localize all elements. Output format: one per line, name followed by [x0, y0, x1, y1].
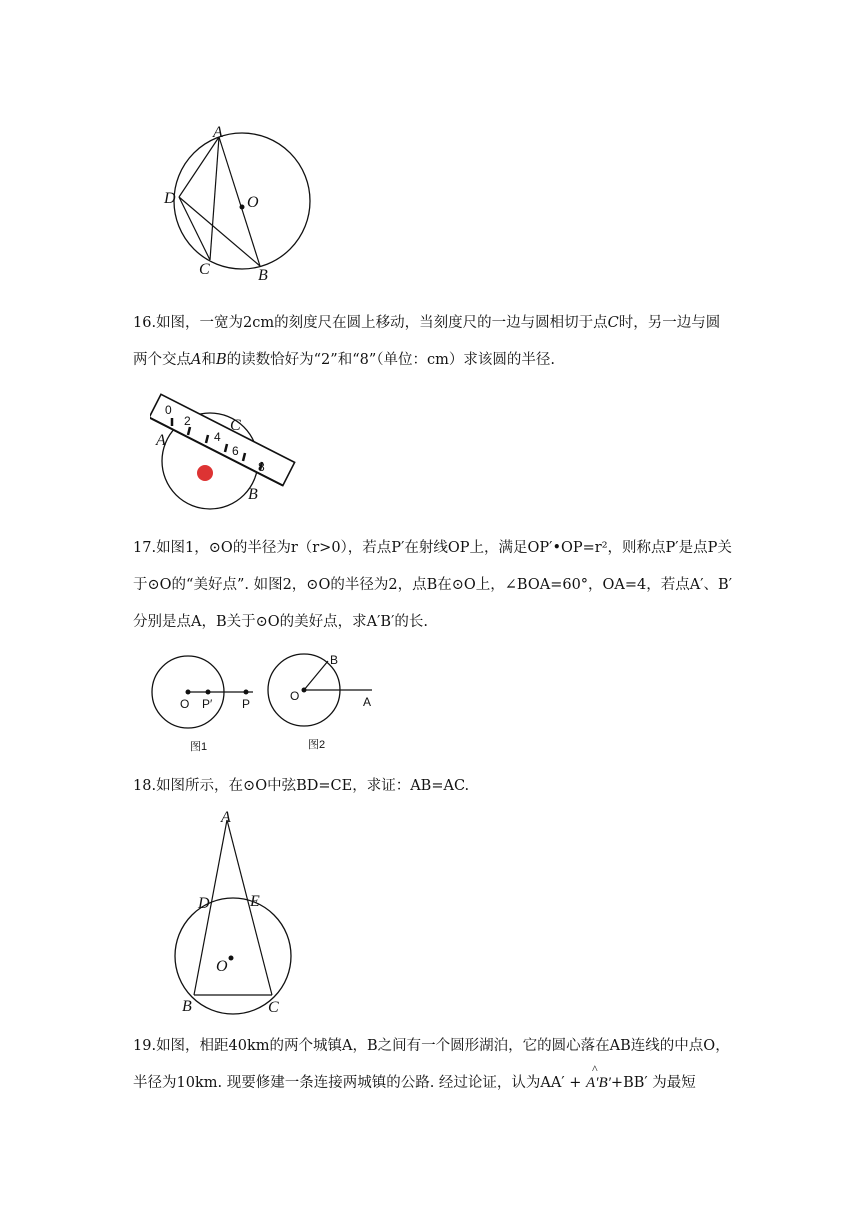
question-16-text-3: 和 [201, 352, 216, 368]
question-number: 17. [133, 540, 157, 556]
figure-15-circle [155, 125, 315, 290]
arc-symbol: ^ A′B′ [586, 1062, 611, 1091]
point-B: B [215, 352, 227, 368]
label-B: B [258, 267, 268, 284]
question-18 [133, 768, 733, 805]
tick-0: 0 [165, 403, 172, 417]
label-D: D [164, 190, 176, 207]
figure-16-ruler-circle [150, 385, 310, 515]
question-17-text: 如图1，⊙O的半径为r（r>0），若点P′在射线OP上，满足OP′•OP=r²，则称点P′是点P关于⊙O的“美好点”. 如图2，⊙O的半径为2，点B在⊙O上，∠BOA=60°，OA=4，若点A′、B′分别是点A，B关于⊙O的美好点，求A′B′的长. [133, 540, 732, 630]
label-D: D [198, 895, 210, 912]
label-B: B [248, 486, 258, 503]
question-number: 16. [133, 315, 157, 331]
caption-fig1: 图1 [190, 741, 208, 753]
label-A: A [221, 809, 231, 826]
question-number: 19. [133, 1038, 157, 1054]
label-O: O [216, 958, 228, 975]
question-16 [133, 305, 733, 379]
tick-2: 2 [184, 414, 191, 428]
label-O: O [180, 697, 190, 711]
figure-17 [150, 650, 390, 760]
label-B: B [182, 998, 192, 1015]
label-C: C [199, 261, 210, 278]
question-18-text: 如图所示，在⊙O中弦BD=CE，求证：AB=AC. [156, 778, 470, 794]
label-E: E [250, 893, 260, 910]
caption-fig2: 图2 [308, 739, 326, 751]
point-A: A [191, 352, 202, 368]
label-B: B [330, 653, 339, 667]
question-19 [133, 1028, 733, 1102]
tick-8: 8 [258, 460, 265, 474]
tick-4: 4 [214, 430, 221, 444]
label-A: A [363, 695, 372, 709]
label-P-prime: P′ [202, 697, 213, 711]
point-C: C [607, 315, 619, 331]
figure-18 [160, 808, 310, 1033]
question-number: 18. [133, 778, 157, 794]
question-19-text-2: +BB′ 为最短 [610, 1075, 696, 1091]
question-16-text-1: 如图，一宽为2cm的刻度尺在圆上移动，当刻度尺的一边与圆相切于点 [156, 315, 608, 331]
question-19-text-1: 如图，相距40km的两个城镇A，B之间有一个圆形湖泊，它的圆心落在AB连线的中点O，半径为10km. 现要修建一条连接两城镇的公路. 经过论证，认为AA′ + [133, 1038, 730, 1091]
question-16-text-2: 时，另一边与圆两个交点 [133, 315, 721, 368]
question-16-text-4: 的读数恰好为“2”和“8”（单位：cm）求该圆的半径. [226, 352, 555, 368]
label-C: C [230, 417, 241, 434]
label-O: O [247, 194, 259, 211]
label-A: A [156, 432, 166, 449]
tick-6: 6 [232, 444, 239, 458]
label-P: P [242, 697, 251, 711]
label-C: C [268, 999, 279, 1016]
label-O: O [290, 689, 300, 703]
question-17 [133, 530, 733, 641]
figure-17-diagram-2 [268, 653, 372, 751]
label-A: A [213, 125, 223, 141]
arc-label: A′B′ [586, 1075, 611, 1091]
figure-17-diagram-1 [152, 656, 253, 753]
